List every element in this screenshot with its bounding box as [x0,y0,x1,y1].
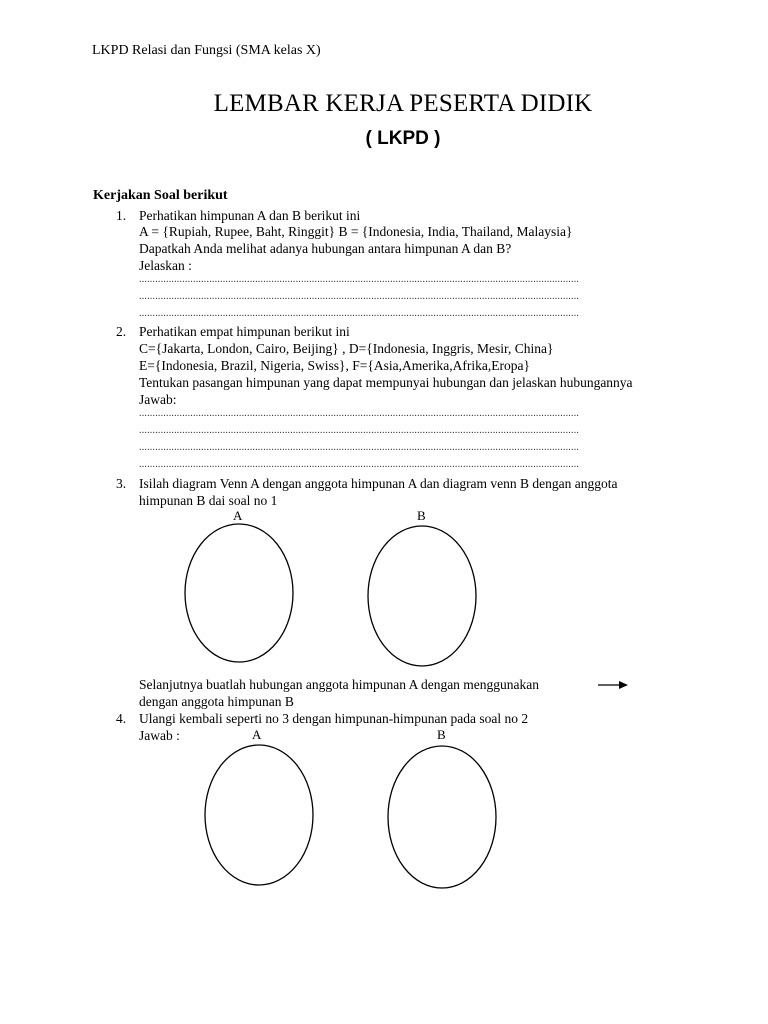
answer-line[interactable]: ................................................................................................................................................................... [139,425,580,436]
question-3-number: 3. [116,476,127,491]
instruction-heading: Kerjakan Soal berikut [93,188,228,203]
question-1-line: Perhatikan himpunan A dan B berikut ini [139,208,361,223]
answer-line[interactable]: ................................................................................................................................................................... [139,308,580,319]
question-1-line: A = {Rupiah, Rupee, Baht, Ringgit} B = {Indonesia, India, Thailand, Malaysia} [139,224,573,239]
question-2-line: Tentukan pasangan himpunan yang dapat mempunyai hubungan dan jelaskan hubungannya [139,375,633,390]
question-3-followup: Selanjutnya buatlah hubungan anggota himpunan A dengan menggunakan [139,677,540,692]
answer-line[interactable]: ................................................................................................................................................................... [139,459,580,470]
question-2-number: 2. [116,324,127,339]
answer-line[interactable]: ................................................................................................................................................................... [139,274,580,285]
question-2-line: Perhatikan empat himpunan berikut ini [139,324,350,339]
question-4-number: 4. [116,711,127,726]
question-2-line: E={Indonesia, Brazil, Nigeria, Swiss}, F={Asia,Amerika,Afrika,Eropa} [139,358,530,373]
venn-circle-a[interactable] [185,524,293,662]
question-3-line: himpunan B dai soal no 1 [139,493,278,508]
venn-label-a: A [233,508,243,523]
answer-line[interactable]: ................................................................................................................................................................... [139,291,580,302]
venn-circle-b[interactable] [388,746,496,888]
question-1-line: Jelaskan : [139,258,192,273]
question-2-line: C={Jakarta, London, Cairo, Beijing} , D={Indonesia, Inggris, Mesir, China} [139,341,554,356]
venn-circle-b[interactable] [368,526,476,666]
answer-line[interactable]: ................................................................................................................................................................... [139,408,580,419]
document-header: LKPD Relasi dan Fungsi (SMA kelas X) [92,43,321,58]
venn-label-a: A [252,727,262,742]
question-3-line: Isilah diagram Venn A dengan anggota himpunan A dan diagram venn B dengan anggota [139,476,618,491]
question-3-followup: dengan anggota himpunan B [139,694,294,709]
answer-line[interactable]: ................................................................................................................................................................... [139,442,580,453]
question-1-line: Dapatkah Anda melihat adanya hubungan antara himpunan A dan B? [139,241,512,256]
question-4-line: Jawab : [139,728,180,743]
arrow-icon [619,681,628,689]
page-title: LEMBAR KERJA PESERTA DIDIK [213,90,593,117]
venn-label-b: B [417,508,426,523]
venn-circle-a[interactable] [205,745,313,885]
question-1-number: 1. [116,208,127,223]
page-subtitle: ( LKPD ) [365,128,441,149]
question-4-line: Ulangi kembali seperti no 3 dengan himpunan-himpunan pada soal no 2 [139,711,529,726]
question-2-line: Jawab: [139,392,177,407]
venn-label-b: B [437,727,446,742]
